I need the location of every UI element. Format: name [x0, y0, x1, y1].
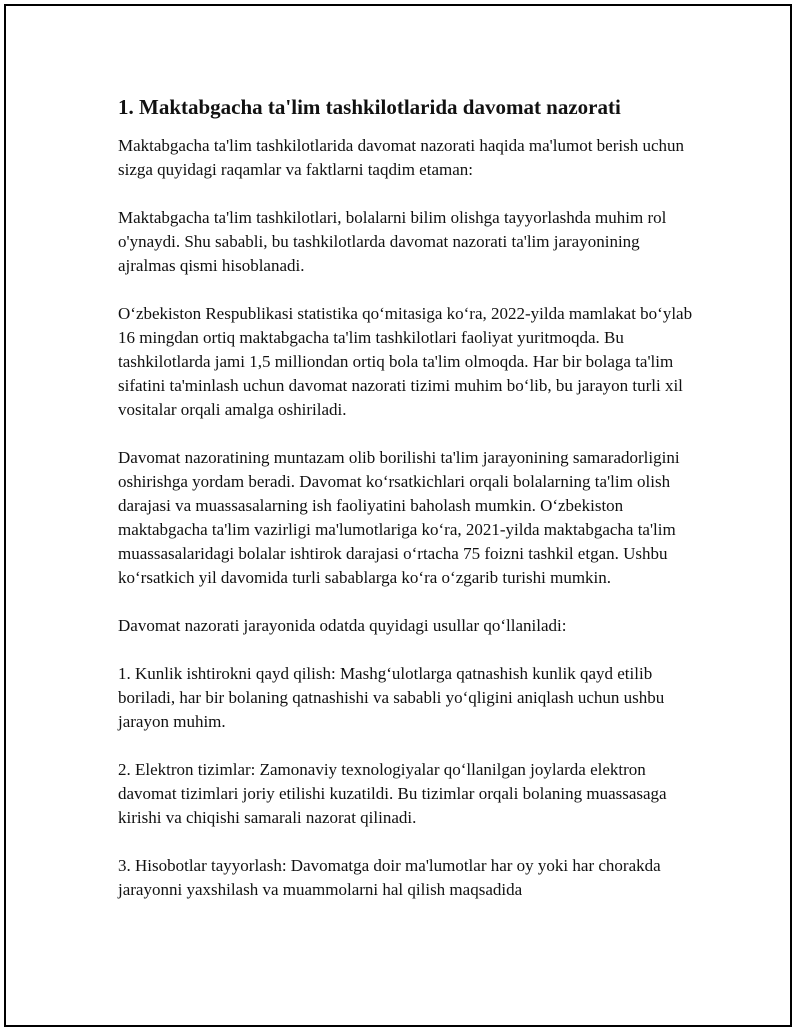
paragraph-role: Maktabgacha ta'lim tashkilotlari, bolalarni bilim olishga tayyorlashda muhim rol o'ynaydi. Shu sababli, bu tashkilotlarda davomat nazorati ta'lim jarayonining ajralmas qismi hisoblanadi.	[118, 208, 667, 275]
paragraph-effectiveness: Davomat nazoratining muntazam olib borilishi ta'lim jarayonining samaradorligini oshirishga yordam beradi. Davomat ko‘rsatkichlari orqali bolalarning ta'lim olish darajasi va muassasalarning ish faoliyatini baholash mumkin. O‘zbekiston maktabgacha ta'lim vazirligi ma'lumotlariga ko‘ra, 2021-yilda maktabgacha ta'lim muassasalaridagi bolalar ishtirok darajasi o‘rtacha 75 foizni tashkil etgan. Ushbu ko‘rsatkich yil davomida turli sabablarga ko‘ra o‘zgarib turishi mumkin.	[118, 448, 680, 587]
paragraph-methods-intro: Davomat nazorati jarayonida odatda quyidagi usullar qo‘llaniladi:	[118, 616, 567, 635]
paragraph-intro: Maktabgacha ta'lim tashkilotlarida davomat nazorati haqida ma'lumot berish uchun sizga quyidagi raqamlar va faktlarni taqdim etaman:	[118, 136, 685, 179]
paragraph-statistics: O‘zbekiston Respublikasi statistika qo‘mitasiga ko‘ra, 2022-yilda mamlakat bo‘ylab 16 mingdan ortiq maktabgacha ta'lim tashkilotlari faoliyat yuritmoqda. Bu tashkilotlarda jami 1,5 milliondan ortiq bola ta'lim olmoqda. Har bir bolaga ta'lim sifatini ta'minlash uchun davomat nazorati tizimi muhim bo‘lib, bu jarayon turli xil vositalar orqali amalga oshiriladi.	[118, 304, 693, 419]
document-page	[118, 92, 698, 926]
document-title: 1. Maktabgacha ta'lim tashkilotlarida davomat nazorati	[118, 95, 621, 119]
list-item-reports: 3. Hisobotlar tayyorlash: Davomatga doir ma'lumotlar har oy yoki har chorakda jarayonni yaxshilash va muammolarni hal qilish maqsadida	[118, 856, 661, 899]
list-item-electronic-systems: 2. Elektron tizimlar: Zamonaviy texnologiyalar qo‘llanilgan joylarda elektron davomat tizimlari joriy etilishi kuzatildi. Bu tizimlar orqali bolaning muassasaga kirishi va chiqishi samarali nazorat qilinadi.	[118, 760, 667, 827]
list-item-daily-attendance: 1. Kunlik ishtirokni qayd qilish: Mashg‘ulotlarga qatnashish kunlik qayd etilib boriladi, har bir bolaning qatnashishi va sababli yo‘qligini aniqlash uchun ushbu jarayon muhim.	[118, 664, 665, 731]
